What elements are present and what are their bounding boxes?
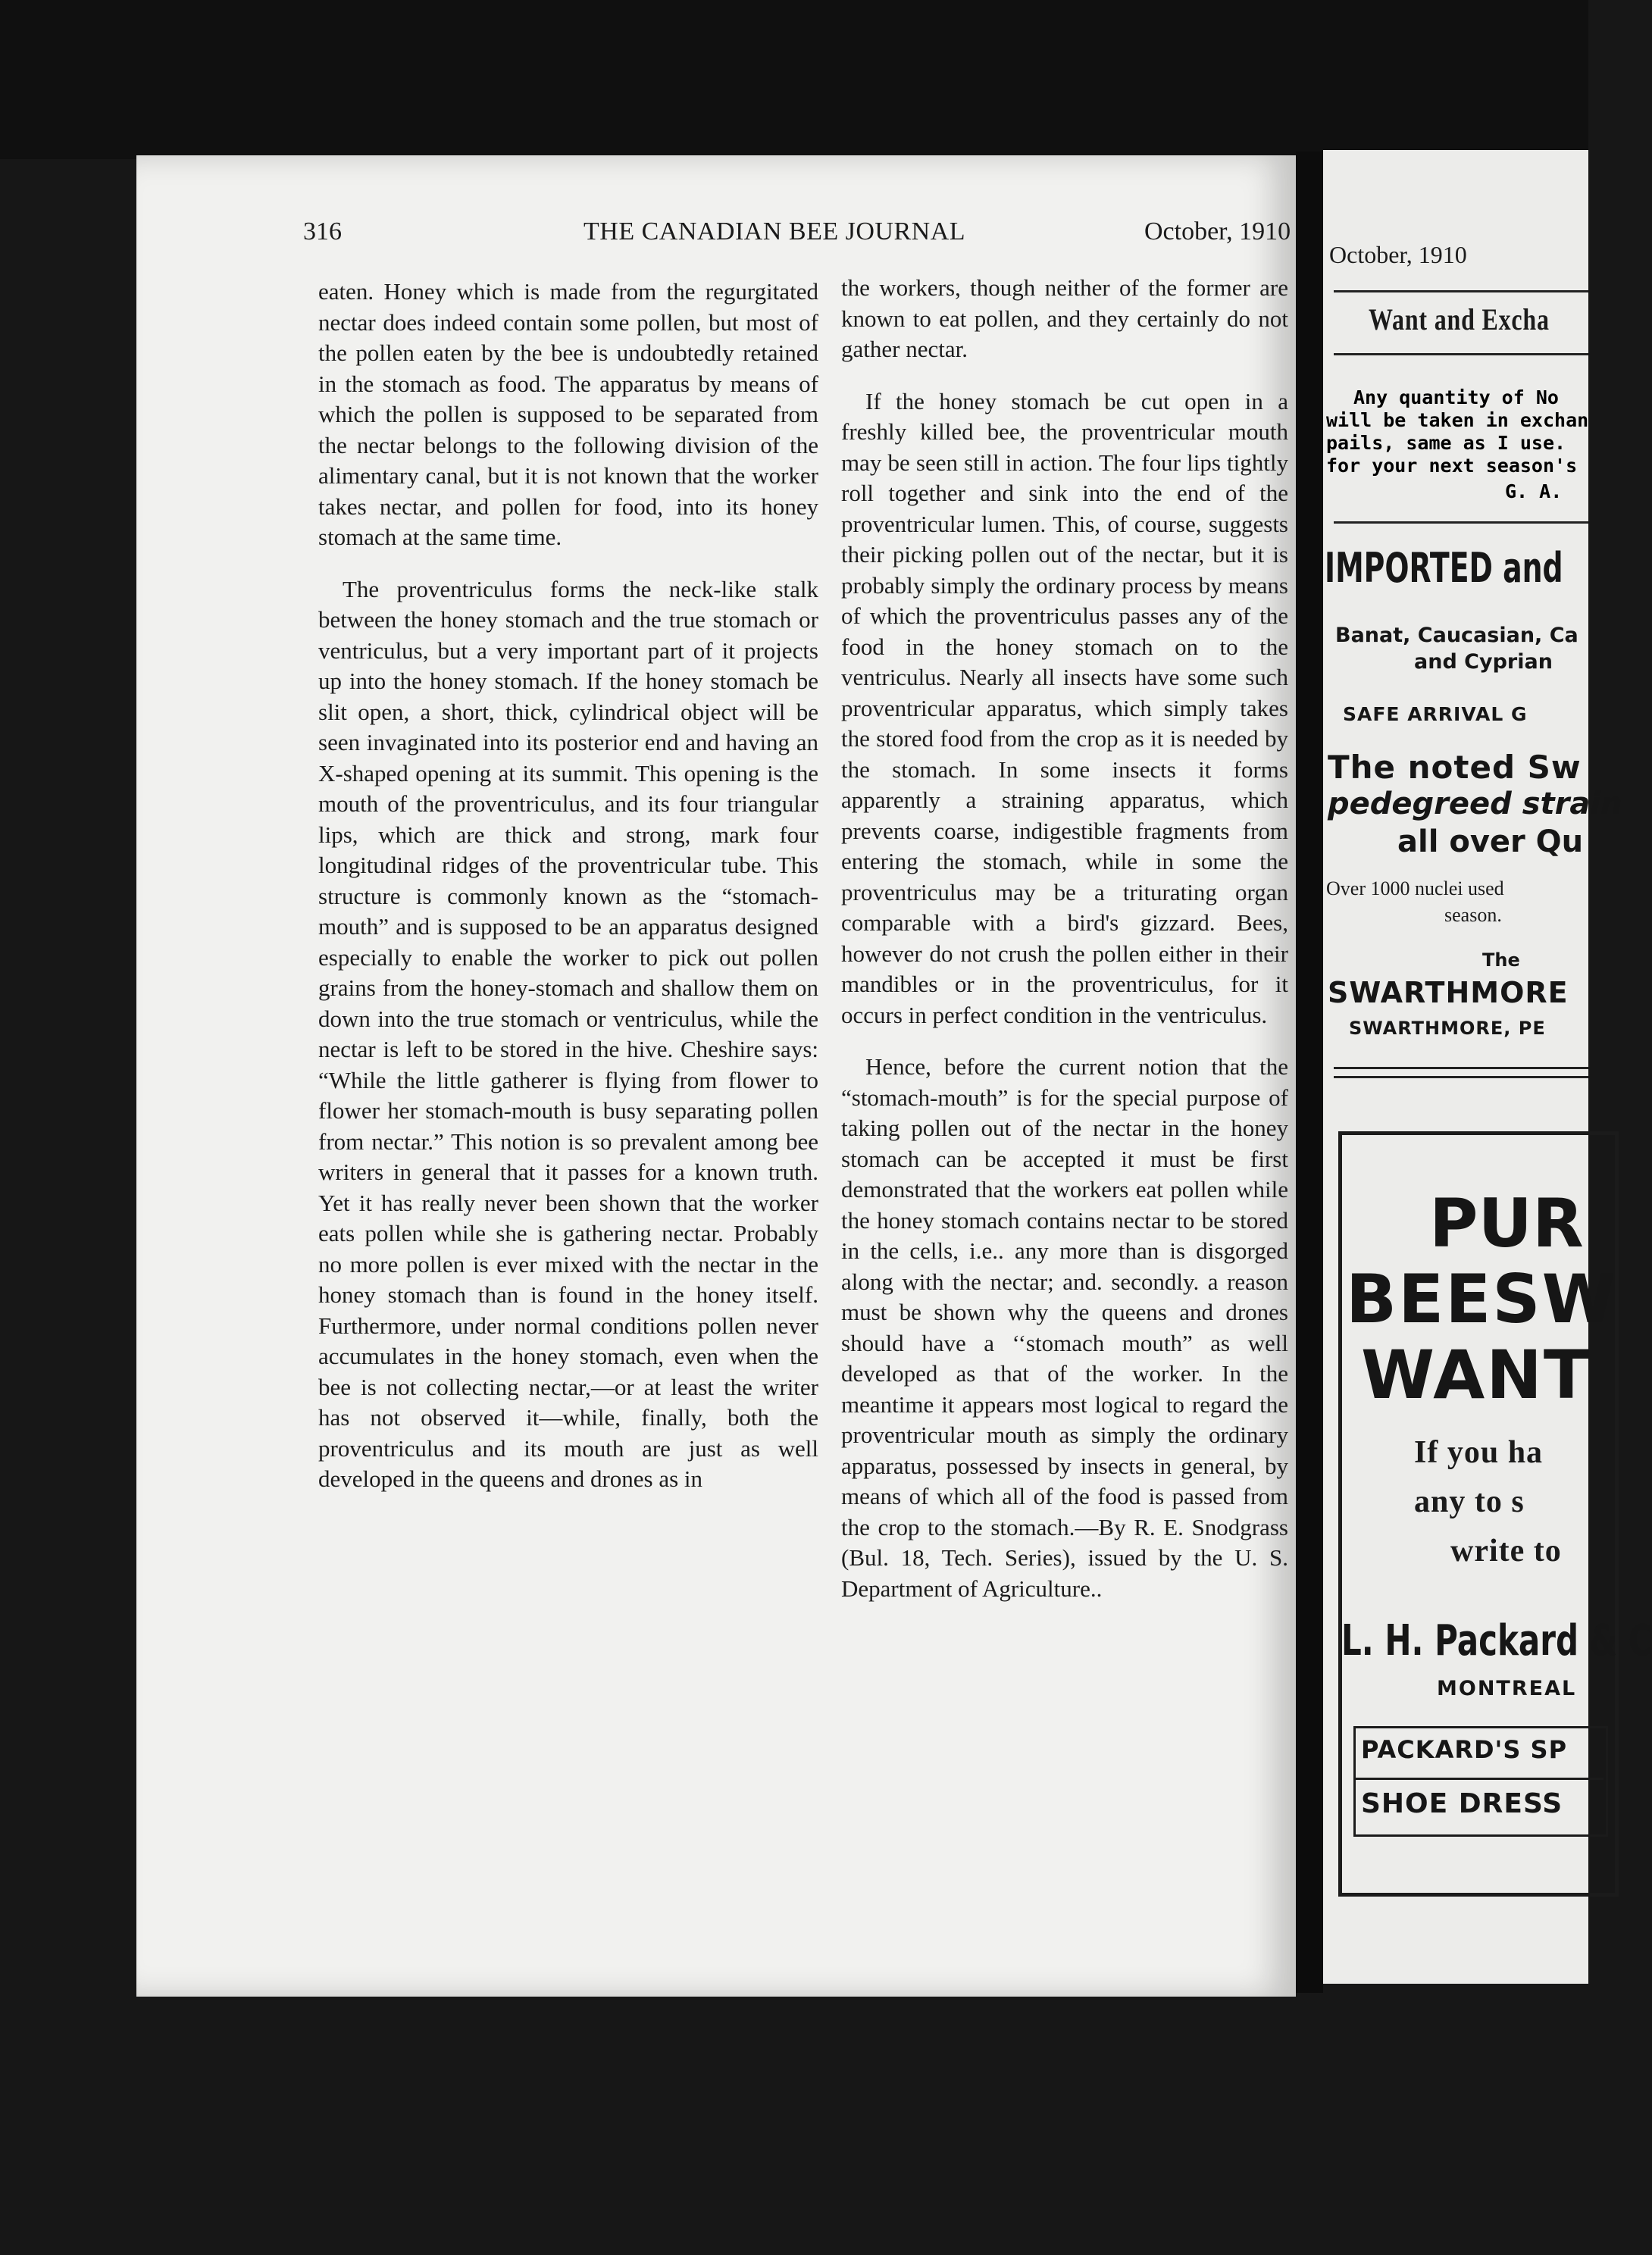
safe-arrival-line: SAFE ARRIVAL G (1343, 703, 1528, 725)
imported-heading: IMPORTED and (1325, 544, 1563, 592)
divider (1334, 1067, 1588, 1069)
paragraph: If the honey stomach be cut open in a freshly killed bee, the proventricular mouth may be seen still in action. The four lips tightly roll together and sink into the end of the proventricular lumen. This, of course, suggests their picking pollen out of the nectar, but it is probably simply the ordinary process by means of which the proventriculus passes any of the food in the honey stomach on to the ventriculus. Nearly all insects have some such proventricular apparatus, which simply takes the stored food from the crop as it is needed by the stomach. In some insects it forms apparently a straining apparatus, which prevents coarse, indigestible fragments from entering the stomach, while in some the proventriculus may be a triturating organ comparable with a bird's gizzard. Bees, however do not crush the pollen either in their mandibles or in the proventriculus, for it occurs in perfect condition in the ventriculus. (841, 387, 1288, 1028)
background (0, 0, 1588, 159)
ad-packards-special: PACKARD'S SP (1361, 1735, 1568, 1764)
want-exchange-heading: Want and Excha (1369, 302, 1550, 336)
nuclei-line: Over 1000 nuclei used (1326, 877, 1504, 899)
ad-any-to: any to s (1414, 1484, 1525, 1519)
divider (1334, 521, 1588, 524)
all-over-line: all over Qu (1397, 824, 1584, 859)
banat-line: Banat, Caucasian, Ca (1335, 624, 1578, 647)
swarthmore-address: SWARTHMORE, PE (1349, 1018, 1546, 1039)
ad-shoe-dressing: SHOE DRESS (1361, 1788, 1563, 1819)
divider (1334, 290, 1588, 292)
text-column-1 (318, 277, 818, 1516)
right-page-date: October, 1910 (1329, 241, 1467, 268)
ad-wanted: WANT (1361, 1336, 1591, 1414)
divider (1334, 353, 1588, 355)
ad-text-line: Any quantity of No (1353, 386, 1559, 408)
season-line: season. (1444, 904, 1502, 926)
text-column-2 (841, 273, 1288, 1625)
paragraph: the workers, though neither of the former are known to eat pollen, and they certainly do not gather nectar. (841, 274, 1288, 362)
ad-pure: PUR (1429, 1184, 1584, 1262)
paragraph: eaten. Honey which is made from the regurgitated nectar does indeed contain some pollen, but most of the pollen eaten by the bee is undoubtedly retained in the stomach as food. The apparatus by means of which the pollen is supposed to be separated from the nectar belongs to the following division of the alimentary canal, but it is not known that the worker takes nectar, and pollen for food, into its honey stomach at the same time. (318, 278, 818, 550)
the-label: The (1482, 949, 1520, 971)
ad-text-line: will be taken in exchan (1326, 409, 1589, 431)
journal-title: THE CANADIAN BEE JOURNAL (584, 217, 966, 246)
divider (1353, 1778, 1604, 1780)
ad-if-you: If you ha (1414, 1435, 1544, 1470)
page-number: 316 (303, 217, 342, 246)
ad-write-to: write to (1450, 1534, 1562, 1568)
ad-montreal: MONTREAL (1437, 1677, 1577, 1700)
ad-text-line: for your next season's (1326, 455, 1578, 477)
pedegreed-line: pedegreed strain (1328, 787, 1622, 821)
right-page (1323, 150, 1652, 1984)
page-date: October, 1910 (1144, 217, 1291, 246)
ad-text-line: pails, same as I use. (1326, 432, 1566, 454)
ad-signature: G. A. (1505, 480, 1563, 502)
left-page (136, 155, 1296, 1997)
ad-beeswax: BEESW (1346, 1260, 1617, 1338)
paragraph: The proventriculus forms the neck-like stalk between the honey stomach and the true stomach or ventriculus, but a very important part of it projects up into the honey stomach. If the honey stomach be slit open, a short, thick, cylindrical object will be seen invaginated into its posterior end and having an X-shaped opening at its summit. This opening is the mouth of the proventriculus, and its four triangular lips, which are thick and strong, mark four longitudinal ridges of the proventricular tube. This structure is commonly known as the “stomach-mouth” and is supposed to be an apparatus designed especially to enable the worker to pick out pollen grains from the honey-stomach and shallow them on down into the true stomach or ventriculus, while the nectar is left to be stored in the hive. Cheshire says: “While the little gatherer is flying from flower to flower her stomach-mouth is busy separating pollen from nectar.” This notion is so prevalent among bee writers in general that it passes for a known truth. Yet it has really never been shown that the worker eats pollen while she is gathering nectar. Probably no more pollen is ever mixed with the nectar in the honey stomach than is found in the honey itself. Furthermore, under normal conditions pollen never accumulates in the honey stomach, even when the bee is not collecting nectar,—or at least the writer has not observed it—while, finally, both the proventriculus and its mouth are just as well developed in the queens and drones as in (318, 575, 818, 1492)
paragraph: Hence, before the current notion that the “stomach-mouth” is for the special purpose of taking pollen out of the nectar in the honey stomach can be accepted it must be first demonstrated that the workers eat pollen while the honey stomach contains nectar to be stored in the cells, i.e.. any more than is disgorged along with the nectar; and. secondly. a reason must be shown why the queens and drones should have a ‘‘stomach mouth” as well developed as that of the worker. In the meantime it appears most logical to regard the proventricular mouth as simply the ordinary apparatus, possessed by insects in general, by means of which all of the food is passed from the crop to the stomach.—By R. E. Snodgrass (Bul. 18, Tech. Series), issued by the U. S. Department of Agriculture.. (841, 1053, 1288, 1602)
divider (1334, 1076, 1588, 1078)
swarthmore-name: SWARTHMORE (1328, 976, 1569, 1009)
cyprian-line: and Cyprian (1414, 650, 1553, 674)
ad-packard-name: L. H. Packard & C (1341, 1616, 1652, 1665)
noted-line: The noted Sw (1328, 749, 1582, 786)
book-spine (1296, 152, 1323, 1993)
